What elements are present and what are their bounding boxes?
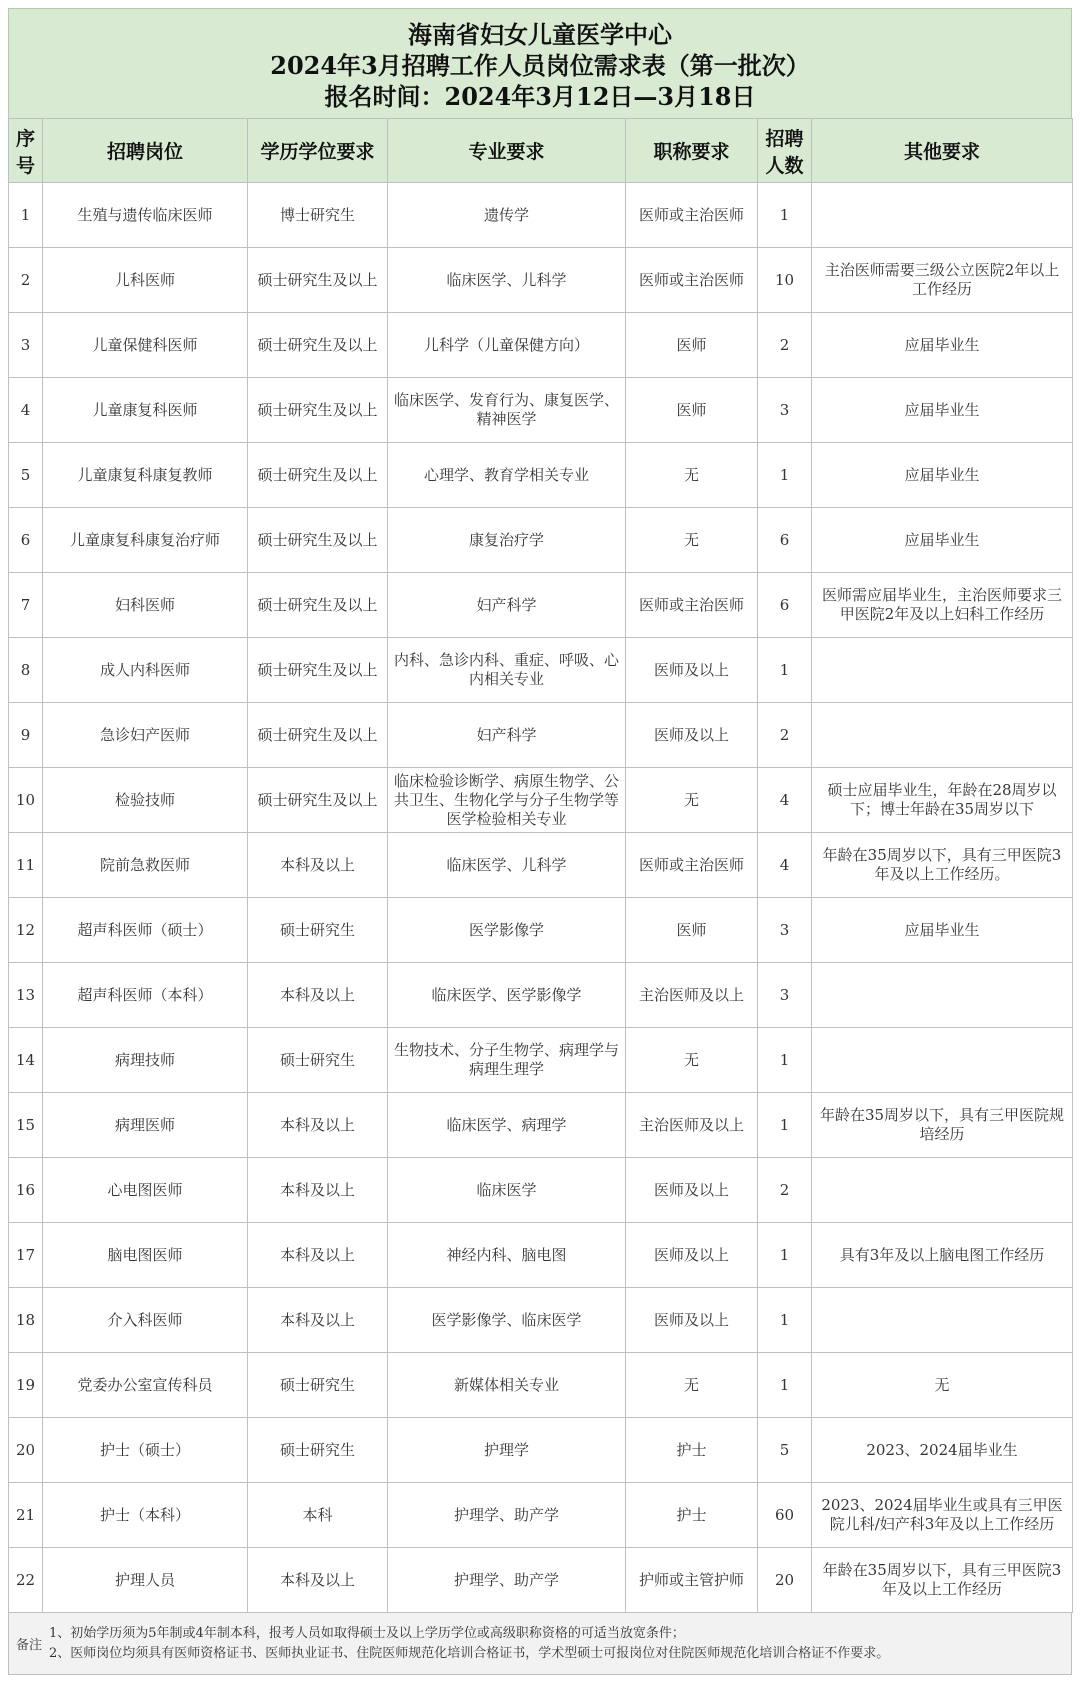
cell-other: 应届毕业生 bbox=[812, 508, 1073, 573]
cell-other bbox=[812, 638, 1073, 703]
cell-major: 护理学、助产学 bbox=[388, 1548, 626, 1613]
cell-major: 遗传学 bbox=[388, 183, 626, 248]
cell-title: 无 bbox=[626, 508, 758, 573]
footer-note-1: 1、初始学历须为5年制或4年制本科，报考人员如取得硕士及以上学历学位或高级职称资格的可适当放宽条件； bbox=[49, 1625, 685, 1641]
cell-position: 脑电图医师 bbox=[43, 1223, 248, 1288]
cell-education: 本科及以上 bbox=[248, 1093, 388, 1158]
cell-education: 硕士研究生及以上 bbox=[248, 443, 388, 508]
cell-position: 儿童康复科康复教师 bbox=[43, 443, 248, 508]
col-header-position: 招聘岗位 bbox=[43, 119, 248, 183]
cell-count: 6 bbox=[758, 508, 812, 573]
cell-count: 3 bbox=[758, 378, 812, 443]
col-header-count: 招聘人数 bbox=[758, 119, 812, 183]
cell-other: 应届毕业生 bbox=[812, 378, 1073, 443]
cell-index: 18 bbox=[9, 1288, 43, 1353]
cell-count: 1 bbox=[758, 1223, 812, 1288]
cell-education: 硕士研究生及以上 bbox=[248, 703, 388, 768]
cell-position: 病理技师 bbox=[43, 1028, 248, 1093]
cell-other: 医师需应届毕业生，主治医师要求三甲医院2年及以上妇科工作经历 bbox=[812, 573, 1073, 638]
footer-notes-box bbox=[8, 1613, 1072, 1675]
cell-count: 6 bbox=[758, 573, 812, 638]
cell-major: 临床医学、病理学 bbox=[388, 1093, 626, 1158]
title-table-name: 2024年3月招聘工作人员岗位需求表（第一批次） bbox=[270, 51, 810, 80]
table-row bbox=[9, 443, 1073, 508]
cell-index: 17 bbox=[9, 1223, 43, 1288]
cell-title: 医师或主治医师 bbox=[626, 183, 758, 248]
cell-major: 临床医学、发育行为、康复医学、精神医学 bbox=[388, 378, 626, 443]
cell-index: 13 bbox=[9, 963, 43, 1028]
cell-count: 20 bbox=[758, 1548, 812, 1613]
cell-position: 急诊妇产医师 bbox=[43, 703, 248, 768]
cell-index: 19 bbox=[9, 1353, 43, 1418]
footer-note-2: 2、医师岗位均须具有医师资格证书、医师执业证书、住院医师规范化培训合格证书，学术型硕士可报岗位对住院医师规范化培训合格证不作要求。 bbox=[49, 1645, 890, 1661]
cell-index: 14 bbox=[9, 1028, 43, 1093]
table-row bbox=[9, 768, 1073, 833]
cell-title: 无 bbox=[626, 1353, 758, 1418]
table-row bbox=[9, 638, 1073, 703]
cell-title: 医师及以上 bbox=[626, 703, 758, 768]
cell-index: 3 bbox=[9, 313, 43, 378]
cell-major: 妇产科学 bbox=[388, 573, 626, 638]
cell-other: 无 bbox=[812, 1353, 1073, 1418]
cell-other: 年龄在35周岁以下，具有三甲医院规培经历 bbox=[812, 1093, 1073, 1158]
recruitment-table bbox=[8, 118, 1073, 1613]
cell-index: 11 bbox=[9, 833, 43, 898]
cell-index: 12 bbox=[9, 898, 43, 963]
cell-index: 2 bbox=[9, 248, 43, 313]
cell-title: 主治医师及以上 bbox=[626, 963, 758, 1028]
cell-education: 硕士研究生及以上 bbox=[248, 508, 388, 573]
cell-position: 护理人员 bbox=[43, 1548, 248, 1613]
cell-count: 1 bbox=[758, 1093, 812, 1158]
table-row bbox=[9, 378, 1073, 443]
table-row bbox=[9, 508, 1073, 573]
table-row bbox=[9, 703, 1073, 768]
cell-major: 临床医学、医学影像学 bbox=[388, 963, 626, 1028]
cell-position: 超声科医师（本科） bbox=[43, 963, 248, 1028]
title-block bbox=[8, 8, 1072, 118]
cell-major: 康复治疗学 bbox=[388, 508, 626, 573]
cell-count: 3 bbox=[758, 898, 812, 963]
cell-education: 硕士研究生 bbox=[248, 898, 388, 963]
cell-title: 无 bbox=[626, 443, 758, 508]
cell-count: 2 bbox=[758, 1158, 812, 1223]
col-header-index: 序号 bbox=[9, 119, 43, 183]
table-row bbox=[9, 1353, 1073, 1418]
cell-index: 4 bbox=[9, 378, 43, 443]
cell-count: 5 bbox=[758, 1418, 812, 1483]
cell-title: 无 bbox=[626, 768, 758, 833]
table-row bbox=[9, 1418, 1073, 1483]
cell-index: 20 bbox=[9, 1418, 43, 1483]
cell-other: 应届毕业生 bbox=[812, 313, 1073, 378]
cell-position: 护士（硕士） bbox=[43, 1418, 248, 1483]
table-row bbox=[9, 248, 1073, 313]
table-row bbox=[9, 1093, 1073, 1158]
cell-position: 检验技师 bbox=[43, 768, 248, 833]
cell-count: 4 bbox=[758, 833, 812, 898]
table-header-row bbox=[9, 119, 1073, 183]
cell-title: 护师或主管护师 bbox=[626, 1548, 758, 1613]
cell-title: 医师及以上 bbox=[626, 1158, 758, 1223]
cell-education: 本科及以上 bbox=[248, 1288, 388, 1353]
cell-title: 医师及以上 bbox=[626, 1223, 758, 1288]
cell-title: 医师或主治医师 bbox=[626, 573, 758, 638]
cell-index: 22 bbox=[9, 1548, 43, 1613]
table-row bbox=[9, 833, 1073, 898]
cell-position: 儿童康复科康复治疗师 bbox=[43, 508, 248, 573]
cell-other: 具有3年及以上脑电图工作经历 bbox=[812, 1223, 1073, 1288]
cell-count: 10 bbox=[758, 248, 812, 313]
cell-other bbox=[812, 963, 1073, 1028]
cell-position: 病理医师 bbox=[43, 1093, 248, 1158]
cell-title: 医师及以上 bbox=[626, 638, 758, 703]
cell-other bbox=[812, 183, 1073, 248]
table-row bbox=[9, 1223, 1073, 1288]
cell-education: 本科 bbox=[248, 1483, 388, 1548]
cell-education: 本科及以上 bbox=[248, 1548, 388, 1613]
cell-index: 6 bbox=[9, 508, 43, 573]
cell-index: 16 bbox=[9, 1158, 43, 1223]
cell-index: 10 bbox=[9, 768, 43, 833]
cell-index: 8 bbox=[9, 638, 43, 703]
cell-count: 1 bbox=[758, 1353, 812, 1418]
cell-position: 儿童康复科医师 bbox=[43, 378, 248, 443]
cell-major: 临床医学、儿科学 bbox=[388, 833, 626, 898]
cell-education: 硕士研究生及以上 bbox=[248, 378, 388, 443]
cell-position: 心电图医师 bbox=[43, 1158, 248, 1223]
cell-count: 2 bbox=[758, 313, 812, 378]
cell-position: 妇科医师 bbox=[43, 573, 248, 638]
footer-notes bbox=[49, 1624, 1071, 1664]
cell-other: 2023、2024届毕业生 bbox=[812, 1418, 1073, 1483]
table-row bbox=[9, 313, 1073, 378]
cell-education: 硕士研究生及以上 bbox=[248, 313, 388, 378]
cell-position: 儿童保健科医师 bbox=[43, 313, 248, 378]
cell-other bbox=[812, 1028, 1073, 1093]
recruitment-sheet bbox=[8, 8, 1072, 1675]
col-header-major: 专业要求 bbox=[388, 119, 626, 183]
cell-title: 医师及以上 bbox=[626, 1288, 758, 1353]
cell-major: 儿科学（儿童保健方向） bbox=[388, 313, 626, 378]
cell-education: 硕士研究生 bbox=[248, 1353, 388, 1418]
cell-position: 党委办公室宣传科员 bbox=[43, 1353, 248, 1418]
cell-other: 年龄在35周岁以下，具有三甲医院3年及以上工作经历 bbox=[812, 1548, 1073, 1613]
cell-major: 临床医学、儿科学 bbox=[388, 248, 626, 313]
cell-title: 无 bbox=[626, 1028, 758, 1093]
cell-title: 护士 bbox=[626, 1483, 758, 1548]
cell-index: 15 bbox=[9, 1093, 43, 1158]
cell-position: 超声科医师（硕士） bbox=[43, 898, 248, 963]
cell-major: 新媒体相关专业 bbox=[388, 1353, 626, 1418]
cell-major: 妇产科学 bbox=[388, 703, 626, 768]
cell-index: 1 bbox=[9, 183, 43, 248]
cell-other: 应届毕业生 bbox=[812, 898, 1073, 963]
table-row bbox=[9, 183, 1073, 248]
cell-education: 硕士研究生及以上 bbox=[248, 248, 388, 313]
col-header-other: 其他要求 bbox=[812, 119, 1073, 183]
cell-other: 应届毕业生 bbox=[812, 443, 1073, 508]
cell-title: 医师 bbox=[626, 378, 758, 443]
cell-education: 硕士研究生及以上 bbox=[248, 573, 388, 638]
cell-major: 护理学 bbox=[388, 1418, 626, 1483]
table-row bbox=[9, 898, 1073, 963]
cell-education: 本科及以上 bbox=[248, 1158, 388, 1223]
cell-position: 生殖与遗传临床医师 bbox=[43, 183, 248, 248]
cell-position: 儿科医师 bbox=[43, 248, 248, 313]
cell-title: 医师 bbox=[626, 898, 758, 963]
cell-title: 主治医师及以上 bbox=[626, 1093, 758, 1158]
table-row bbox=[9, 963, 1073, 1028]
cell-major: 护理学、助产学 bbox=[388, 1483, 626, 1548]
col-header-title: 职称要求 bbox=[626, 119, 758, 183]
cell-major: 心理学、教育学相关专业 bbox=[388, 443, 626, 508]
cell-index: 7 bbox=[9, 573, 43, 638]
cell-position: 介入科医师 bbox=[43, 1288, 248, 1353]
cell-education: 本科及以上 bbox=[248, 963, 388, 1028]
col-header-education: 学历学位要求 bbox=[248, 119, 388, 183]
cell-other bbox=[812, 1158, 1073, 1223]
table-row bbox=[9, 1158, 1073, 1223]
table-row bbox=[9, 573, 1073, 638]
cell-major: 内科、急诊内科、重症、呼吸、心内相关专业 bbox=[388, 638, 626, 703]
title-institution: 海南省妇女儿童医学中心 bbox=[408, 20, 672, 49]
cell-education: 本科及以上 bbox=[248, 1223, 388, 1288]
cell-count: 60 bbox=[758, 1483, 812, 1548]
cell-count: 1 bbox=[758, 183, 812, 248]
cell-other: 2023、2024届毕业生或具有三甲医院儿科/妇产科3年及以上工作经历 bbox=[812, 1483, 1073, 1548]
cell-education: 硕士研究生及以上 bbox=[248, 638, 388, 703]
cell-index: 21 bbox=[9, 1483, 43, 1548]
cell-major: 医学影像学、临床医学 bbox=[388, 1288, 626, 1353]
cell-index: 9 bbox=[9, 703, 43, 768]
cell-count: 3 bbox=[758, 963, 812, 1028]
cell-other: 主治医师需要三级公立医院2年以上工作经历 bbox=[812, 248, 1073, 313]
cell-title: 医师 bbox=[626, 313, 758, 378]
table-row bbox=[9, 1483, 1073, 1548]
cell-education: 硕士研究生及以上 bbox=[248, 768, 388, 833]
cell-position: 护士（本科） bbox=[43, 1483, 248, 1548]
cell-index: 5 bbox=[9, 443, 43, 508]
cell-major: 医学影像学 bbox=[388, 898, 626, 963]
title-registration-time: 报名时间：2024年3月12日—3月18日 bbox=[324, 82, 756, 111]
cell-count: 1 bbox=[758, 1288, 812, 1353]
cell-education: 博士研究生 bbox=[248, 183, 388, 248]
cell-title: 护士 bbox=[626, 1418, 758, 1483]
cell-education: 硕士研究生 bbox=[248, 1418, 388, 1483]
cell-other bbox=[812, 703, 1073, 768]
cell-position: 成人内科医师 bbox=[43, 638, 248, 703]
table-row bbox=[9, 1288, 1073, 1353]
cell-count: 1 bbox=[758, 1028, 812, 1093]
footer-label: 备注 bbox=[15, 1638, 42, 1653]
table-body bbox=[9, 183, 1073, 1613]
cell-education: 硕士研究生 bbox=[248, 1028, 388, 1093]
cell-count: 1 bbox=[758, 638, 812, 703]
table-row bbox=[9, 1548, 1073, 1613]
cell-major: 生物技术、分子生物学、病理学与病理生理学 bbox=[388, 1028, 626, 1093]
cell-other bbox=[812, 1288, 1073, 1353]
cell-major: 神经内科、脑电图 bbox=[388, 1223, 626, 1288]
cell-count: 1 bbox=[758, 443, 812, 508]
cell-education: 本科及以上 bbox=[248, 833, 388, 898]
cell-title: 医师或主治医师 bbox=[626, 248, 758, 313]
cell-count: 2 bbox=[758, 703, 812, 768]
cell-position: 院前急救医师 bbox=[43, 833, 248, 898]
cell-count: 4 bbox=[758, 768, 812, 833]
cell-other: 硕士应届毕业生，年龄在28周岁以下；博士年龄在35周岁以下 bbox=[812, 768, 1073, 833]
cell-major: 临床检验诊断学、病原生物学、公共卫生、生物化学与分子生物学等医学检验相关专业 bbox=[388, 768, 626, 833]
table-row bbox=[9, 1028, 1073, 1093]
cell-title: 医师或主治医师 bbox=[626, 833, 758, 898]
cell-major: 临床医学 bbox=[388, 1158, 626, 1223]
cell-other: 年龄在35周岁以下，具有三甲医院3年及以上工作经历。 bbox=[812, 833, 1073, 898]
